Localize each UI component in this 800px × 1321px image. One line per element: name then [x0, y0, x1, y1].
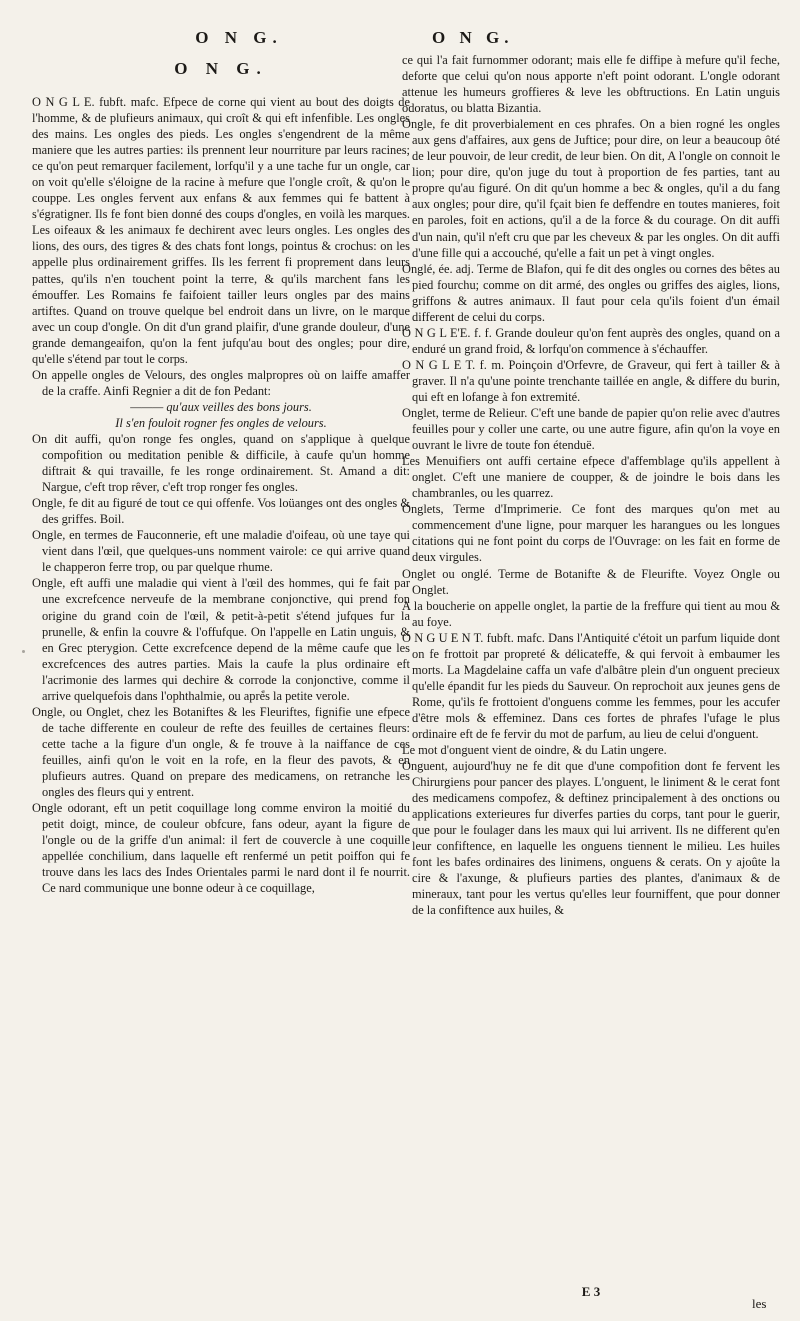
entry-onglet-relieur: Onglet, terme de Relieur. C'eft une bande de papier qu'on relie avec d'autres feuilles pour y coller une carte, ou une autre figure, afin qu'on la voye en ouvrant le livre de toute fon étenduë. — [402, 406, 780, 453]
entry-onglee: O N G L E'E. f. f. Grande douleur qu'on fent auprès des ongles, quand on a enduré un grand froid, & lorfqu'on commence à s'échauffer. — [402, 325, 780, 356]
quote-line-2: Il s'en fouloit rogner fes ongles de velours. — [115, 415, 327, 430]
entry-ongle-fauconnerie: Ongle, en termes de Fauconnerie, eft une maladie d'oifeau, où une taye qui vient dans l'œil, que quelques-uns nomment vairole: ce qui arrive quand le chapperon ferre trop, ou par quelque rhume. — [32, 528, 410, 575]
entry-onguent: O N G U E N T. fubft. mafc. Dans l'Antiquité c'étoit un parfum liquide dont on fe frottoit par propreté & délicateffe, & qui fervoit à embaumer les morts. La Magdelaine caffa un vafe d'albâtre plein d'un onguent precieux qu'elle épandit fur les pieds du Sauveur. On reprochoit aux jeunes gens de Rome, qu'ils fe frottoient d'onguens comme les femmes, pour les accufer d'être mols & effeminez. Dans ces fortes de phrafes l'ufage le plus ordinaire eft de fe fervir du mot de parfum, au lieu de celui d'onguent. — [402, 630, 780, 741]
entry-onguent-chirurgie: Onguent, aujourd'huy ne fe dit que d'une compofition dont fe fervent les Chirurgiens pour pancer des playes. L'onguent, le liniment & le cerat font des medicamens compofez, & deftinez principalement à des onctions ou applications exterieures fur diverfes parties du corps, tant pour le guerir, que pour le foulager dans les maux qui lui arrivent. Ils ne different qu'en leur confiftence, en laquelle les onguens tiennent le milieu. Les huiles font les bafes ordinaires des linimens, onguens & cerats. On y ajoûte la cire & l'axunge, & plufieurs parties des plantes, d'animaux & de mineraux, tant pour les vertus qu'elles leur fourniffent, que pour donner de la confiftence aux huiles, & — [402, 759, 780, 918]
entry-onglet-orfevre: O N G L E T. f. m. Poinçoin d'Orfevre, de Graveur, qui fert à tailler & à graver. Il n'a qu'une pointe trenchante taillée en angle, & differe du burin, qui eft en lofange à fon extremité. — [402, 357, 780, 404]
quote-line-1: ——— qu'aux veilles des bons jours. — [130, 399, 312, 414]
catchword: les — [752, 1296, 767, 1311]
signature-mark: E 3 — [581, 1284, 601, 1299]
entry-onguent-etymologie: Le mot d'onguent vient de oindre, & du Latin ungere. — [402, 743, 667, 758]
entry-onglet-menuisiers: Les Menuifiers ont auffi certaine efpece d'affemblage qu'ils appellent à onglet. C'eft une maniere de coupper, & de joindre le bois dans les chambranles, ou les quarrez. — [402, 454, 780, 501]
entry-onglet-boucherie: A la boucherie on appelle onglet, la partie de la freffure qui tient au mou & au foye. — [402, 598, 780, 629]
ink-speck — [22, 650, 25, 653]
ink-speck — [262, 690, 265, 693]
left-column — [32, 0, 410, 896]
right-column — [402, 0, 780, 919]
entry-ongle-proverbial: Ongle, fe dit proverbialement en ces phrafes. On a bien rogné les ongles aux gens d'affaires, aux gens de Juftice; pour dire, on leur a beaucoup ôté de leur pouvoir, de leur credit, de leur bien. On dit, A l'ongle on connoit le lion; pour dire, qu'on juge du tout à proportion de fes parties, tant au propre qu'au figuré. On dit qu'un homme a bec & ongles, qu'il a du fang aux ongles; pour dire, qu'il fçait bien fe deffendre en toutes manieres, foit en paroles, foit en actions, qu'il a de la force & du courage. On dit auffi d'un nain, qu'il n'eft cru que par les cheveux & par les ongles. On dit auffi d'une fille qui a accouché, qu'elle a fait un pet à vingt ongles. — [402, 117, 780, 260]
entry-onglet-botaniste: Onglet ou onglé. Terme de Botanifte & de Fleurifte. Voyez Ongle ou Onglet. — [402, 566, 780, 597]
entry-ongle-blason: Onglé, ée. adj. Terme de Blafon, qui fe dit des ongles ou cornes des bêtes au pied fourchu; comme on dit armé, des ongles ou griffes des aigles, lions, griffons & autres animaux. Il faut pour cela qu'ils foient d'un émail different de celui du corps. — [402, 261, 780, 324]
entry-ongle-odorant-cont: ce qui l'a fait furnommer odorant; mais elle fe diffipe à mefure qu'il feche, deforte que celui qu'on nous apporte n'eft point odorant. L'ongle odorant attenue les humeurs groffieres & leve les obftructions. En Latin unguis odoratus, ou blatta Bizantia. — [402, 53, 780, 116]
entry-ongle: O N G L E. fubft. mafc. Efpece de corne qui vient au bout des doigts de l'homme, & de plufieurs animaux, qui croît & qui eft infenfible. Les ongles des mains. Les ongles des pieds. Les ongles s'engendrent de la même maniere que les autres parties: ils prennent leur nourriture par leurs racines; ce qu'on peut remarquer facilement, lorfqu'il y a une tache fur un ongle, car on voit qu'elle s'éloigne de la racine à mefure que l'ongle croît, & qu'on le couppe. Les ongles fervent aux enfans & aux femmes qui fe battent à s'égratigner. Ils fe font bien donné des coups d'ongles, en voilà les marques. Les oifeaux & les animaux fe dechirent avec leurs ongles. Les ongles des lions, des ours, des tigres & des chats font longs, pointus & crochus: on les appelle plus ordinairement griffes. Ils les ferrent fi proprement dans leurs pattes, qu'ils n'en touchent point la terre, & qu'ils marchent fans les émouffer. Les Romains fe faifoient tailler leurs ongles par des mains artiftes. Quand on trouve quelque bel endroit dans un livre, on le marque avec un coup d'ongle. On dit d'un grand plaifir, d'une grande douleur, d'une grande demangeaifon, qu'on la fent jufqu'au bout des ongles; pour dire, qu'elle s'étend par tout le corps. — [32, 95, 410, 366]
running-head-right: O N G. — [432, 28, 514, 47]
entry-ongle-maladie-oeil: Ongle, eft auffi une maladie qui vient à l'œil des hommes, qui fe fait par une excrefcence nerveufe de la membrane conjonctive, qui prend fon origine du grand coin de l'œil, & petit-à-petit s'étend jufques fur la prunelle, & enfin la couvre & l'offufque. On l'appelle en Latin unguis, & en Grec pterygion. Cette excrefcence depend de la même caufe que les excrefcences des autres parties. Mais la caufe la plus ordinaire eft l'acrimonie des larmes qui dechire & corrode la conjonctive, comme il arrive quelquefois dans l'ophthalmie, ou après la petite verole. — [32, 576, 410, 703]
section-heading: O N G. — [174, 59, 268, 78]
entry-onglets-imprimerie: Onglets, Terme d'Imprimerie. Ce font des marques qu'on met au commencement d'une ligne, pour marquer les harangues ou les longues citations qui ne font point du corps de l'Ouvrage: on les fait en forme de deux virgules. — [402, 502, 780, 565]
entry-ronger-ongles: On dit auffi, qu'on ronge fes ongles, quand on s'applique à quelque compofition ou meditation penible & difficile, à caufe qu'un homme diftrait & qui travaille, fe les ronge ordinairement. St. Amand a dit: Nargue, c'eft trop rêver, c'eft trop ronger fes ongles. — [32, 431, 410, 495]
entry-ongle-botanistes: Ongle, ou Onglet, chez les Botaniftes & les Fleuriftes, fignifie une efpece de tache differente en couleur de refte des feuilles de certaines fleurs: cette tache a la figure d'un ongle, & fe trouve à la naiffance de ces feuilles, ainfi qu'on le voit en la rofe, en la fleur des pavots, & en plufieurs autres. Quand on prepare des medicamens, on retranche les ongles des fleurs qui y entrent. — [32, 704, 410, 800]
running-head-left: O N G. — [195, 28, 283, 47]
entry-ongles-de-velours: On appelle ongles de Velours, des ongles malpropres où on laiffe amaffer de la craffe. Ainfi Regnier a dit de fon Pedant: — [32, 367, 410, 398]
entry-ongle-figure: Ongle, fe dit au figuré de tout ce qui offenfe. Vos loüanges ont des ongles & des griffes. Boil. — [32, 496, 410, 527]
entry-ongle-odorant: Ongle odorant, eft un petit coquillage long comme environ la moitié du petit doigt, mince, de couleur obfcure, fans odeur, ayant la figure de l'ongle ou de la griffe d'un animal: il fert de couvercle à une coquille appellée conchilium, dans laquelle eft renfermé un petit poiffon qui fe trouve dans les lacs des Indes Orientales parmi le nard dont il fe nourrit. Ce nard communique une bonne odeur à ce coquillage, — [32, 801, 410, 896]
